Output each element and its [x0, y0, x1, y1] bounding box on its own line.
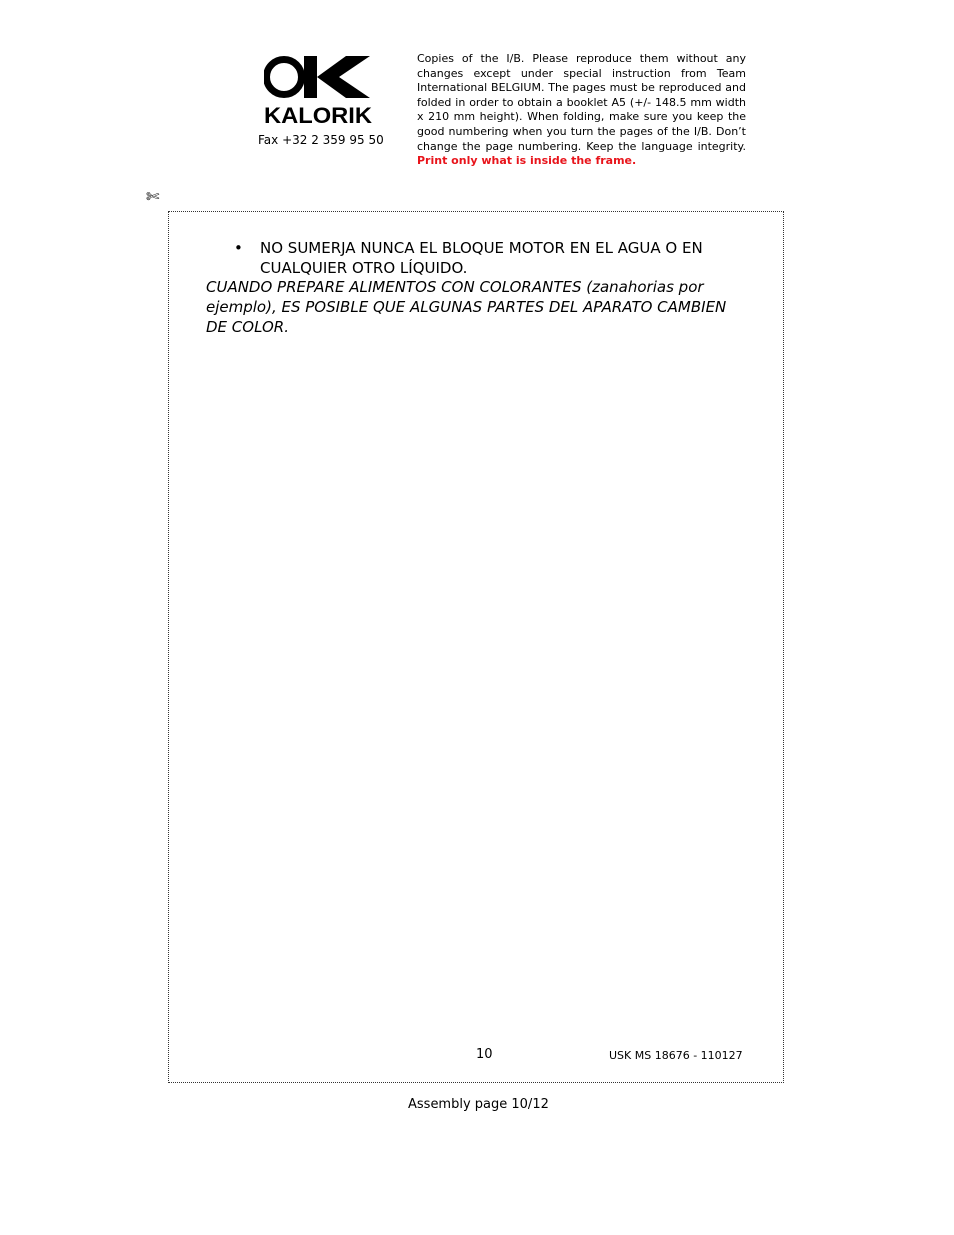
assembly-page-label: Assembly page 10/12	[408, 1097, 549, 1112]
instruction-list	[229, 238, 729, 278]
fax-number: Fax +32 2 359 95 50	[258, 133, 384, 147]
kalorik-logo	[264, 56, 374, 126]
print-frame	[168, 211, 784, 1083]
notice-text: Copies of the I/B. Please reproduce them without any changes except under special instruction from Team International BELGIUM. The pages must be reproduced and folded in order to obtain a booklet A5 (+/- 148.5 mm width x 210 mm height). When folding, make sure you keep the good numbering when you turn the pages of the I/B. Don’t change the page numbering. Keep the language integrity.	[417, 52, 746, 153]
kalorik-logo-mark	[264, 56, 374, 126]
document-code: USK MS 18676 - 110127	[609, 1049, 743, 1062]
page-number: 10	[476, 1047, 493, 1062]
color-warning: CUANDO PREPARE ALIMENTOS CON COLORANTES (zanahorias por ejemplo), ES POSIBLE QUE ALGUNAS PARTES DEL APARATO CAMBIEN DE COLOR.	[206, 278, 727, 336]
logo-wordmark: KALORIK	[264, 103, 373, 126]
notice-highlight: Print only what is inside the frame.	[417, 154, 637, 168]
scissors-icon: ✄	[146, 187, 160, 206]
reproduction-notice	[417, 52, 746, 169]
list-item: • NO SUMERJA NUNCA EL BLOQUE MOTOR EN EL AGUA O EN CUALQUIER OTRO LÍQUIDO.	[229, 238, 729, 278]
